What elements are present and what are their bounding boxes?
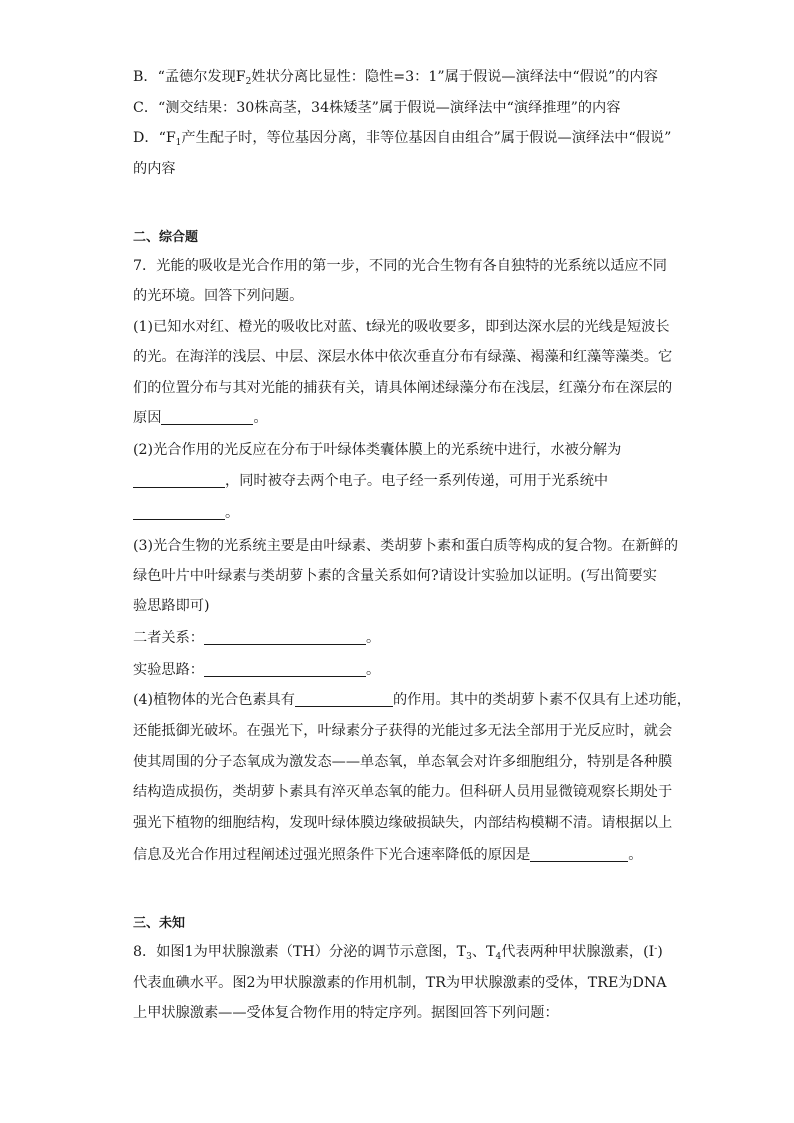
q7-p4-text-b: 的作用。其中的类胡萝卜素不仅具有上述功能， [392, 692, 691, 708]
answer-blank-4[interactable] [295, 691, 393, 707]
option-b-pre: B．“孟德尔发现F [133, 69, 246, 85]
option-b-post: 姓状分离比显性：隐性=3：1”属于假说—演绎法中“假说”的内容 [251, 69, 658, 85]
answer-blank-idea[interactable] [204, 661, 366, 677]
q7-p2-line1: (2)光合作用的光反应在分布于叶绿体类囊体膜上的光系统中进行，水被分解为 [133, 442, 622, 458]
q7-p1-line2: 的光。在海洋的浅层、中层、深层水体中依次垂直分布有绿藻、褐藻和红藻等藻类。它 [133, 349, 673, 365]
q7-p4-text-a: (4)植物体的光合色素具有 [133, 692, 295, 708]
q7-p4-end: 。 [628, 847, 643, 863]
q7-line1: 7．光能的吸收是光合作用的第一步，不同的光合生物有各自独特的光系统以适应不同 [133, 258, 667, 274]
idea-label: 实验思路： [133, 662, 204, 678]
q8-line2: 代表血碘水平。图2为甲状腺激素的作用机制，TR为甲状腺激素的受体，TRE为DNA [133, 975, 667, 991]
q7-p3-line2: 绿色叶片中叶绿素与类胡萝卜素的含量关系如何?请设计实验加以证明。(写出简要实 [133, 568, 657, 584]
relation-label: 二者关系： [133, 630, 204, 646]
q7-p4-line4: 结构造成损伤，类胡萝卜素具有淬灭单态氧的能力。但科研人员用显微镜观察长期处于 [133, 784, 673, 800]
q8-line1 [133, 942, 663, 962]
q7-p3-line3: 验思路即可) [133, 598, 210, 614]
q8-line3: 上甲状腺激素——受体复合物作用的特定序列。据图回答下列问题： [133, 1005, 559, 1021]
q7-p4-line6 [133, 845, 642, 865]
q7-p3-line1: (3)光合生物的光系统主要是由叶绿素、类胡萝卜素和蛋白质等构成的复合物。在新鲜的 [133, 538, 679, 554]
answer-blank-3[interactable] [133, 504, 225, 520]
q7-p4-line1 [133, 690, 691, 710]
q7-p4-text-c: 信息及光合作用过程阐述过强光照条件下光合速率降低的原因是 [133, 847, 531, 863]
q7-p1-line3: 们的位置分布与其对光能的捕获有关，请具体阐述绿藻分布在浅层，红藻分布在深层的 [133, 380, 673, 396]
option-d-post: 产生配子时，等位基因分离，非等位基因自由组合”属于假说—演绎法中“假说” [181, 130, 672, 146]
q8-text-d: ) [657, 944, 663, 960]
q7-p1-end: 。 [253, 410, 268, 426]
q7-p2-end: 。 [225, 505, 240, 521]
section-2-title: 二、综合题 [133, 230, 199, 245]
answer-blank-2[interactable] [133, 472, 225, 488]
q7-relation-line [133, 628, 380, 648]
q7-p1-line1: (1)已知水对红、橙光的吸收比对蓝、t绿光的吸收要多，即到达深水层的光线是短波长 [133, 319, 670, 335]
q7-p4-line5: 强光下植物的细胞结构，发现叶绿体膜边缘破损缺失，内部结构模糊不清。请根据以上 [133, 815, 673, 831]
q7-p2-line3 [133, 503, 239, 523]
q7-p1-line4 [133, 408, 268, 428]
relation-end: 。 [365, 630, 381, 646]
q7-p4-line3: 使其周围的分子态氧成为激发态——单态氧，单态氧会对许多细胞组分，特别是各种膜 [133, 754, 673, 770]
q7-line2: 的光环境。回答下列问题。 [133, 288, 304, 304]
q8-sub-3: 3 [466, 952, 472, 962]
q7-p2-text: ，同时被夺去两个电子。电子经一系列传递，可用于光系统中 [225, 473, 609, 489]
idea-end: 。 [365, 662, 381, 678]
option-d-line1 [133, 128, 671, 148]
option-b [133, 67, 658, 87]
answer-blank-1[interactable] [161, 409, 253, 425]
q7-p1-text: 原因 [133, 410, 162, 426]
option-b-sub: 2 [245, 77, 252, 87]
option-c: C．“测交结果：30株高茎，34株矮茎”属于假说—演绎法中“演绎推理”的内容 [133, 100, 621, 116]
q8-sup: - [654, 944, 658, 954]
section-3-title: 三、未知 [133, 916, 186, 931]
q7-p4-line2: 还能抵御光破坏。在强光下，叶绿素分子获得的光能过多无法全部用于光反应时，就会 [133, 723, 673, 739]
option-d-pre: D．“F [133, 130, 176, 146]
q8-text-c: 代表两种甲状腺激素，(I [501, 944, 655, 960]
q8-text-b: 、T [471, 944, 496, 960]
answer-blank-5[interactable] [530, 846, 628, 862]
option-d-line2: 的内容 [133, 161, 176, 177]
answer-blank-relation[interactable] [204, 629, 366, 645]
q8-text-a: 8．如图1为甲状腺激素（TH）分泌的调节示意图，T [133, 944, 467, 960]
q7-idea-line [133, 660, 380, 680]
option-d-sub: 1 [175, 138, 182, 148]
q7-p2-line2 [133, 471, 608, 491]
q8-sub-4: 4 [495, 952, 502, 962]
